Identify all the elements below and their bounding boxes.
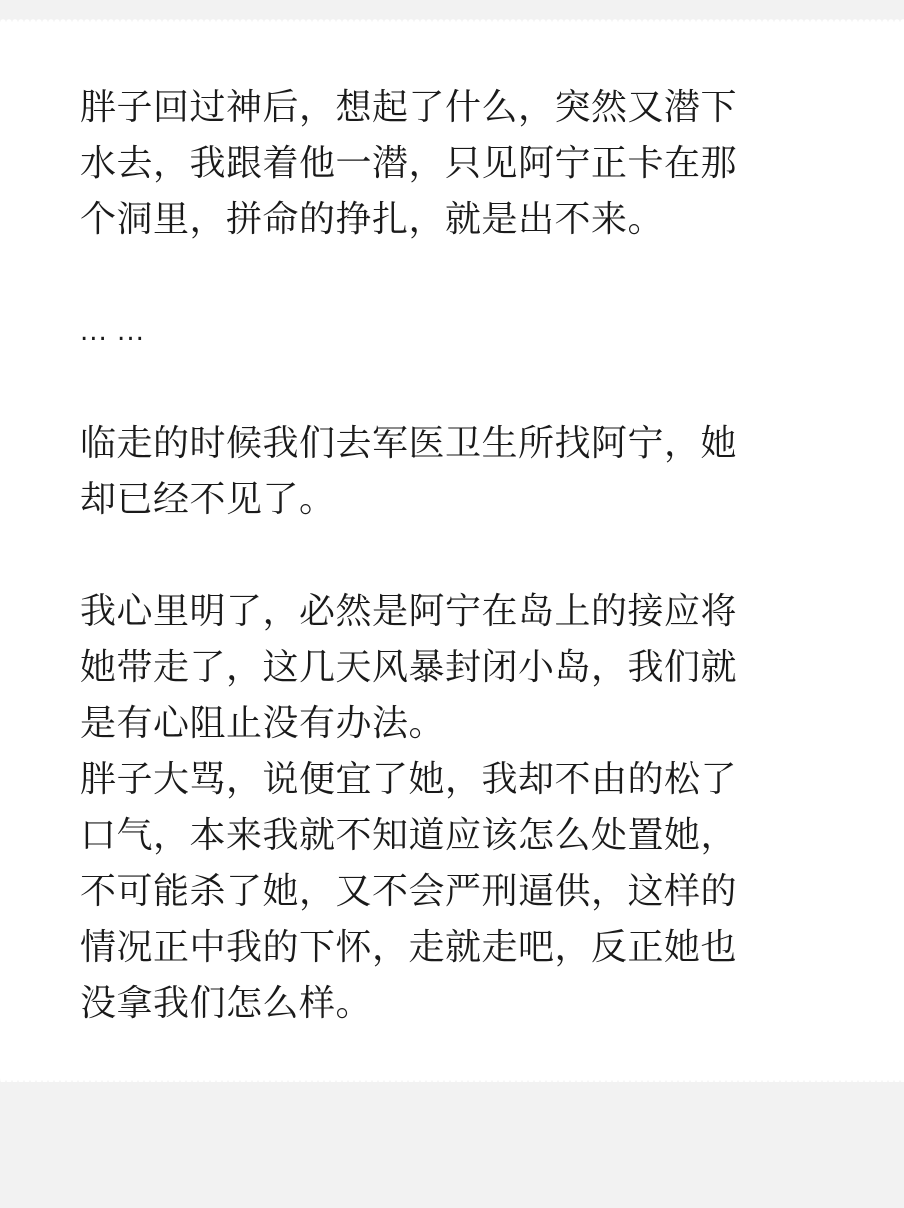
paragraph-3: 临走的时候我们去军医卫生所找阿宁，她 却已经不见了。	[80, 423, 738, 520]
paragraph-spacer	[80, 528, 820, 584]
footer-area	[0, 1082, 904, 1208]
paragraph-ellipsis: ... ...	[80, 317, 145, 347]
paragraph-4: 我心里明了，必然是阿宁在岛上的接应将 她带走了，这几天风暴封闭小岛，我们就 是有心阻止没有办法。	[80, 591, 738, 744]
paragraph-spacer	[80, 360, 820, 416]
paragraph-1: 胖子回过神后，想起了什么，突然又潜下 水去，我跟着他一潜，只见阿宁正卡在那 个洞里，拼命的挣扎，就是出不来。	[80, 87, 738, 240]
article-body	[80, 80, 820, 1032]
paragraph-spacer	[80, 248, 820, 304]
paragraph-5: 胖子大骂，说便宜了她，我却不由的松了 口气，本来我就不知道应该怎么处置她， 不可能杀了她，又不会严刑逼供，这样的 情况正中我的下怀，走就走吧，反正她也 没拿我们怎么样。	[80, 759, 738, 1024]
